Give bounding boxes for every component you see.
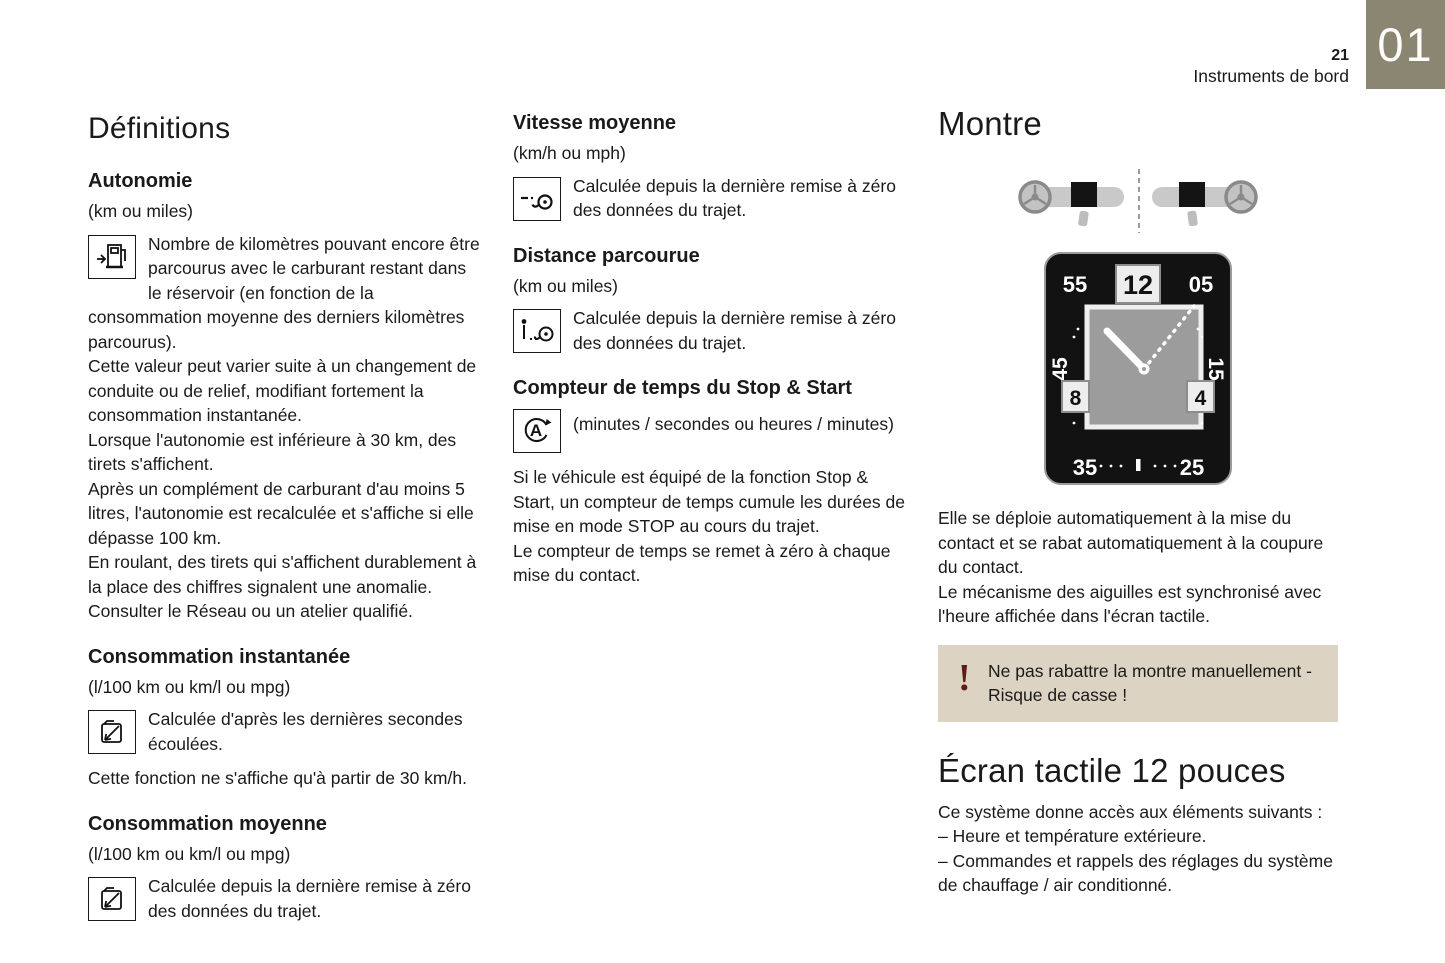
middle-column [513,112,910,588]
svg-text:55: 55 [1062,272,1088,297]
autonomie-unit: (km ou miles) [88,201,194,221]
entry-vitesse-moyenne [513,112,910,223]
section-title: Instruments de bord [1193,66,1349,86]
ecran-intro: Ce système donne accès aux éléments suivants : [938,801,1323,822]
autonomie-heading: Autonomie [88,170,193,192]
stop-start-timer-icon [513,409,561,453]
svg-text:8: 8 [1069,387,1082,410]
svg-text:05: 05 [1188,272,1214,297]
autonomie-para: Après un complément de carburant d'au moins 5 litres, l'autonomie est recalculée et s'affiche si elle dépasse 100 km. [88,478,474,548]
autonomie-para: En roulant, des tirets qui s'affichent durablement à la place des chiffres signalent une anomalie. [88,552,477,597]
autonomie-para: Lorsque l'autonomie est inférieure à 30 km, des tirets s'affichent. [88,429,457,474]
distance-parcourue-unit: (km ou miles) [513,275,619,296]
definitions-title: Définitions [88,112,231,145]
chapter-tab [1366,0,1445,89]
entry-autonomie [88,170,482,624]
warning-box [938,645,1338,722]
conso-instantanee-para: Calculée d'après les dernières secondes écoulées. [148,709,463,754]
autonomie-para: Cette valeur peut varier suite à un changement de conduite ou de relief, modifiant fortement la consommation instantanée. [88,356,477,425]
fuel-range-icon [88,235,136,279]
conso-moyenne-body [88,874,482,923]
distance-parcourue-para: Calculée depuis la dernière remise à zéro des données du trajet. [573,308,896,353]
distance-parcourue-body [513,306,910,355]
svg-text:4: 4 [1194,387,1207,410]
stop-start-unit: (minutes / secondes ou heures / minutes) [573,414,894,434]
ecran-tactile-title: Écran tactile 12 pouces [938,751,1286,789]
svg-text:35: 35 [1072,455,1098,480]
svg-text:25: 25 [1179,455,1205,480]
chapter-number: 01 [1377,18,1434,71]
conso-instantanee-para: Cette fonction ne s'affiche qu'à partir de 30 km/h. [88,768,467,788]
autonomie-para: Consulter le Réseau ou un atelier qualifié. [88,601,413,621]
stop-start-heading: Compteur de temps du Stop & Start [513,377,852,399]
analog-clock-illustration [1043,251,1233,486]
vitesse-moyenne-para: Calculée depuis la dernière remise à zéro des données du trajet. [573,175,896,220]
conso-instantanee-body [88,707,482,791]
average-speed-icon [513,177,561,221]
dashboard-clock-position-illustration [1018,167,1258,237]
fuel-consumption-icon [88,877,136,921]
svg-text:12: 12 [1122,270,1154,300]
vitesse-moyenne-heading: Vitesse moyenne [513,112,677,134]
conso-moyenne-unit: (l/100 km ou km/l ou mpg) [88,843,291,864]
conso-moyenne-para: Calculée depuis la dernière remise à zéro des données du trajet. [148,876,471,921]
svg-text:45: 45 [1049,357,1072,381]
definitions-column [88,112,482,925]
fuel-consumption-icon [88,710,136,754]
warning-text: Ne pas rabattre la montre manuellement - Risque de casse ! [988,660,1312,705]
svg-text:A: A [529,421,543,440]
montre-text [938,506,1338,629]
vitesse-moyenne-unit: (km/h ou mph) [513,143,626,163]
entry-conso-moyenne [88,813,482,924]
ecran-list-item: – Heure et température extérieure. [938,826,1207,846]
entry-distance-parcourue [513,245,910,356]
conso-moyenne-heading: Consommation moyenne [88,812,327,835]
montre-title: Montre [938,105,1042,142]
entry-stop-start [513,377,910,588]
stop-start-para: Le compteur de temps se remet à zéro à chaque mise du contact. [513,540,891,585]
autonomie-para: Nombre de kilomètres pouvant encore être parcourus avec le carburant restant dans le réservoir (en fonction de la consommation moyenne des derniers kilomètres parcourus). [88,233,480,352]
montre-para: Elle se déploie automatiquement à la mise du contact et se rabat automatiquement à la coupure du contact. [938,508,1324,577]
page-number: 21 [1331,47,1349,64]
conso-instantanee-heading: Consommation instantanée [88,645,351,668]
stop-start-body [513,406,910,588]
ecran-list-item: – Commandes et rappels des réglages du système de chauffage / air conditionné. [938,850,1333,895]
conso-instantanee-unit: (l/100 km ou km/l ou mpg) [88,676,291,697]
autonomie-body [88,232,482,624]
vitesse-moyenne-body [513,174,910,223]
entry-conso-instantanee [88,646,482,791]
svg-text:15: 15 [1204,357,1227,381]
montre-para: Le mécanisme des aiguilles est synchronisé avec l'heure affichée dans l'écran tactile. [938,581,1322,626]
warning-exclamation-icon: ! [958,656,971,699]
distance-parcourue-heading: Distance parcourue [513,244,700,267]
trip-distance-icon [513,309,561,353]
montre-column [938,105,1338,898]
stop-start-para: Si le véhicule est équipé de la fonction Stop & Start, un compteur de temps cumule les durées de mise en mode STOP au cours du trajet. [513,467,906,536]
